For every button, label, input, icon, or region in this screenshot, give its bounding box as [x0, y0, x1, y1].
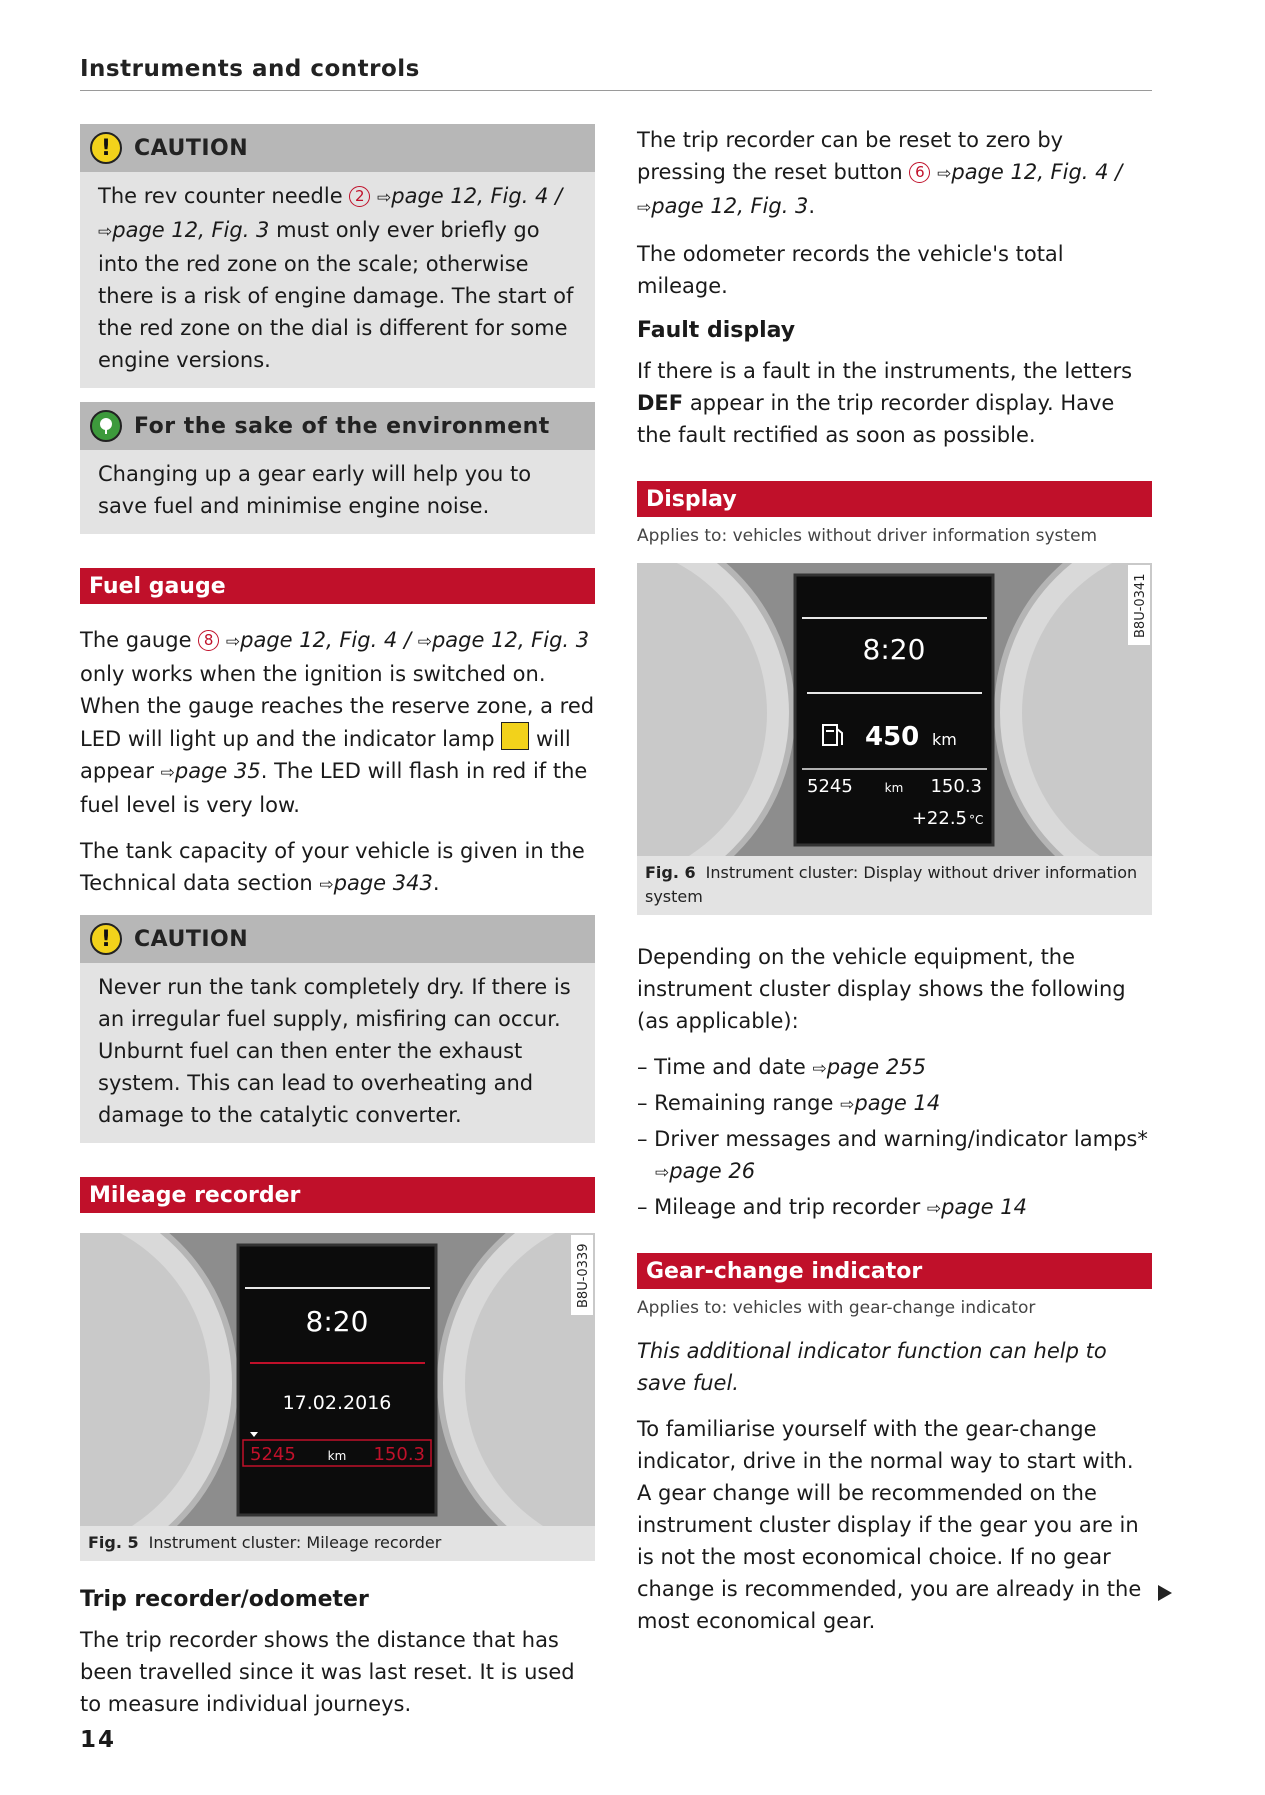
page-number: 14 — [80, 1727, 117, 1753]
fault-display-paragraph: If there is a fault in the instruments, the letters DEF appear in the trip recorder display. Have the fault rectified as soon as possible. — [637, 359, 1133, 447]
caution-icon: ! — [90, 132, 122, 164]
subheading-trip-odometer: Trip recorder/odometer — [80, 1587, 369, 1612]
display-time: 8:20 — [862, 633, 926, 666]
reference-arrow-icon: ⇨ — [160, 763, 175, 783]
reference-arrow-icon: ⇨ — [98, 222, 113, 242]
page-reference-link[interactable]: page 12, Fig. 4 / — [951, 160, 1123, 184]
callout-number: 8 — [198, 630, 219, 651]
applies-to-note: Applies to: vehicles with gear-change indicator — [637, 1298, 1036, 1318]
environment-text: Changing up a gear early will help you to save fuel and minimise engine noise. — [98, 462, 532, 518]
display-temperature-unit: °C — [969, 813, 984, 827]
page-reference-link[interactable]: page 12, Fig. 4 / — [391, 184, 563, 208]
page-reference-link[interactable]: page 26 — [669, 1159, 756, 1183]
figure-caption: Fig. 5 Instrument cluster: Mileage recorder — [88, 1533, 442, 1552]
reset-paragraph: The trip recorder can be reset to zero by pressing the reset button 6 ⇨page 12, Fig. 4 / ⇨page 12, Fig. 3. — [637, 128, 1123, 218]
page-header-title: Instruments and controls — [80, 56, 420, 82]
page-reference-link[interactable]: page 255 — [826, 1055, 926, 1079]
section-heading-display: Display — [637, 481, 1152, 517]
trip-recorder-paragraph: The trip recorder shows the distance that has been travelled since it was last reset. It is used to measure individual journeys. — [80, 1628, 575, 1716]
display-trip-value: 5245 — [807, 776, 853, 797]
applies-to-note: Applies to: vehicles without driver information system — [637, 526, 1098, 546]
tree-environment-icon — [90, 410, 122, 442]
right-column — [637, 124, 1152, 1651]
caution-box-body — [80, 172, 595, 388]
caution-text: Never run the tank completely dry. If there is an irregular fuel supply, misfiring can occur. Unburnt fuel can then enter the exhaust system. This can lead to overheating and damage to the catalytic converter. — [98, 975, 571, 1127]
instrument-cluster-illustration — [80, 1233, 595, 1526]
reference-arrow-icon: ⇨ — [637, 198, 652, 218]
display-odometer-value: 150.3 — [930, 776, 982, 797]
page-reference-link[interactable]: page 12, Fig. 3 — [651, 194, 809, 218]
caution-text: The rev counter needle 2 ⇨page 12, Fig. 4 / ⇨page 12, Fig. 3 must only ever briefly go into the red zone on the scale; otherwise there is a risk of engine damage. The start of the red zone on the dial is different for some engine versions. — [98, 184, 574, 372]
environment-box-body — [80, 450, 595, 534]
subheading-fault-display: Fault display — [637, 318, 796, 343]
figure-display — [637, 563, 1152, 915]
figure-code: B8U-0341 — [1133, 573, 1148, 638]
reference-arrow-icon: ⇨ — [225, 632, 241, 652]
list-item: – Remaining range ⇨page 14 — [637, 1091, 941, 1115]
caution-box-fuel — [80, 915, 595, 1143]
reference-arrow-icon: ⇨ — [937, 164, 952, 184]
list-item: – Time and date ⇨page 255 — [637, 1055, 926, 1079]
reference-arrow-icon: ⇨ — [377, 188, 392, 208]
display-unit: km — [884, 781, 904, 795]
environment-box-header — [80, 402, 595, 450]
callout-number: 6 — [909, 162, 930, 183]
reference-arrow-icon: ⇨ — [812, 1059, 827, 1079]
gear-change-intro: This additional indicator function can help to save fuel. — [637, 1339, 1107, 1395]
environment-box — [80, 402, 595, 534]
callout-number: 2 — [349, 186, 370, 207]
fuel-gauge-paragraph-2: The tank capacity of your vehicle is given in the Technical data section ⇨page 343. — [80, 839, 585, 895]
caution-icon: ! — [90, 923, 122, 955]
caution-title: CAUTION — [134, 926, 249, 952]
page-reference-link[interactable]: page 12, Fig. 4 / — [240, 628, 412, 652]
reference-arrow-icon: ⇨ — [319, 875, 334, 895]
display-unit: km — [327, 1449, 347, 1463]
page-reference-link[interactable]: page 14 — [941, 1195, 1027, 1219]
section-heading-gear-change: Gear-change indicator — [637, 1253, 1152, 1289]
display-intro-paragraph: Depending on the vehicle equipment, the instrument cluster display shows the following (as applicable): — [637, 945, 1126, 1033]
display-range-value: 450 — [865, 722, 920, 752]
figure-code: B8U-0339 — [576, 1243, 591, 1308]
page-reference-link[interactable]: page 14 — [854, 1091, 941, 1115]
page-reference-link[interactable]: page 343 — [333, 871, 433, 895]
section-heading-mileage-recorder: Mileage recorder — [80, 1177, 595, 1213]
fuel-indicator-lamp-icon — [501, 722, 529, 750]
header-divider — [80, 90, 1152, 91]
left-column — [80, 124, 595, 1734]
figure-mileage-recorder — [80, 1233, 595, 1561]
reference-arrow-icon: ⇨ — [840, 1095, 855, 1115]
page-reference-link[interactable]: page 12, Fig. 3 — [431, 628, 590, 652]
caution-box-rev-counter — [80, 124, 595, 388]
odometer-paragraph: The odometer records the vehicle's total mileage. — [637, 242, 1064, 298]
reference-arrow-icon: ⇨ — [417, 632, 432, 652]
display-range-unit: km — [932, 730, 957, 749]
environment-title: For the sake of the environment — [134, 413, 550, 439]
gear-change-body: To familiarise yourself with the gear-change indicator, drive in the normal way to start with. A gear change will be recommended on the instrument cluster display if the gear you are in is not the most economical choice. If no gear change is recommended, you are already in the most economical gear. — [637, 1417, 1142, 1633]
list-item: – Mileage and trip recorder ⇨page 14 — [637, 1195, 1027, 1219]
list-item: – Driver messages and warning/indicator lamps* ⇨page 26 — [637, 1127, 1148, 1183]
caution-title: CAUTION — [134, 135, 249, 161]
section-heading-fuel-gauge: Fuel gauge — [80, 568, 595, 604]
page-reference-link[interactable]: page 12, Fig. 3 — [112, 218, 270, 242]
display-odometer-value: 150.3 — [373, 1444, 425, 1465]
display-items-list — [637, 1051, 1152, 1225]
continue-arrow-icon — [1158, 1585, 1172, 1601]
caution-box-body — [80, 963, 595, 1143]
display-trip-value: 5245 — [250, 1444, 296, 1465]
reference-arrow-icon: ⇨ — [655, 1163, 670, 1183]
display-time: 8:20 — [305, 1305, 369, 1338]
display-temperature-value: +22.5 — [911, 808, 967, 829]
def-label: DEF — [637, 391, 684, 415]
display-date: 17.02.2016 — [282, 1392, 392, 1414]
caution-box-header — [80, 124, 595, 172]
instrument-cluster-illustration — [637, 563, 1152, 856]
caution-box-header — [80, 915, 595, 963]
fuel-gauge-paragraph-1: The gauge 8 ⇨page 12, Fig. 4 / ⇨page 12, Fig. 3 only works when the ignition is switched on. When the gauge reaches the reserve zone, a red LED will light up and the indicator lamp will appear ⇨page 35. The LED will flash in red if the fuel level is very low. — [80, 628, 595, 817]
figure-caption: Fig. 6 Instrument cluster: Display without driver information system — [645, 863, 1138, 906]
reference-arrow-icon: ⇨ — [926, 1199, 942, 1219]
page-reference-link[interactable]: page 35 — [174, 759, 261, 783]
